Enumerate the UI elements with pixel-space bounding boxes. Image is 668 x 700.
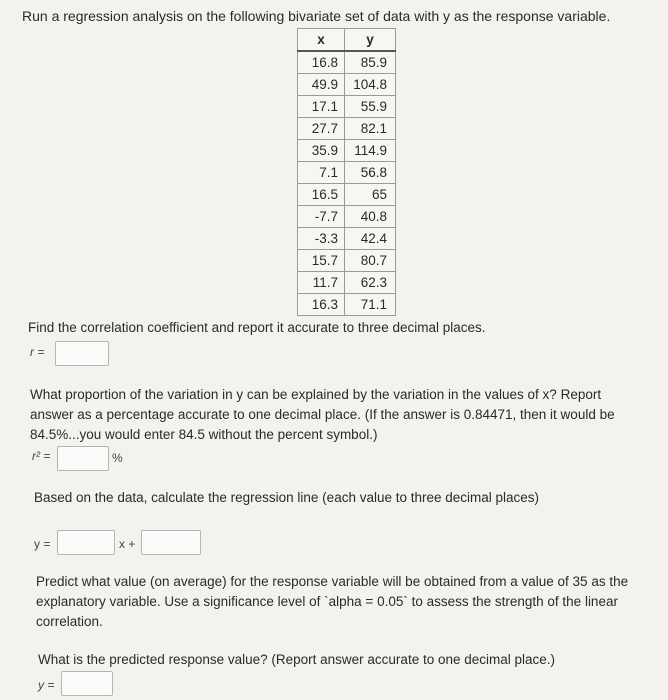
percent-suffix: %: [112, 451, 123, 465]
cell-x: 27.7: [298, 118, 345, 140]
cell-y: 71.1: [345, 294, 396, 316]
r-squared-label: r² =: [32, 449, 51, 463]
table-row: [298, 96, 396, 118]
q4-line2: explanatory variable. Use a significance level of `alpha = 0.05` to assess the strength of the linear: [36, 594, 618, 609]
cell-x: -7.7: [298, 206, 345, 228]
cell-x: 15.7: [298, 250, 345, 272]
q3-text: Based on the data, calculate the regression line (each value to three decimal places): [34, 490, 540, 505]
table-row: [298, 51, 396, 74]
cell-x: 11.7: [298, 272, 345, 294]
cell-y: 40.8: [345, 206, 396, 228]
intro-text: Run a regression analysis on the following bivariate set of data with y as the response variable.: [22, 8, 611, 24]
q4-line3: correlation.: [36, 614, 103, 629]
x-plus-label: x +: [119, 537, 136, 551]
r-label: r =: [30, 345, 45, 359]
q1-text: Find the correlation coefficient and report it accurate to three decimal places.: [28, 320, 486, 335]
cell-y: 62.3: [345, 272, 396, 294]
data-table: [297, 28, 396, 316]
table-row: [298, 228, 396, 250]
table-row: [298, 140, 396, 162]
cell-x: 7.1: [298, 162, 345, 184]
cell-y: 80.7: [345, 250, 396, 272]
table-row: [298, 118, 396, 140]
q4-line1: Predict what value (on average) for the response variable will be obtained from a value of 35 as the: [36, 574, 629, 589]
header-y: y: [345, 29, 396, 52]
table-row: [298, 294, 396, 316]
cell-y: 82.1: [345, 118, 396, 140]
cell-y: 114.9: [345, 140, 396, 162]
q2-line3: 84.5%...you would enter 84.5 without the percent symbol.): [30, 427, 378, 442]
cell-x: 17.1: [298, 96, 345, 118]
predicted-input[interactable]: [61, 671, 113, 696]
q2-line1: What proportion of the variation in y can be explained by the variation in the values of x? Report: [30, 387, 602, 402]
cell-x: 16.5: [298, 184, 345, 206]
slope-input[interactable]: [57, 530, 115, 555]
r-input[interactable]: [55, 341, 109, 366]
cell-y: 56.8: [345, 162, 396, 184]
table-row: [298, 162, 396, 184]
header-x: x: [298, 29, 345, 52]
cell-y: 104.8: [345, 74, 396, 96]
cell-x: 35.9: [298, 140, 345, 162]
intercept-input[interactable]: [141, 530, 201, 555]
cell-x: 16.8: [298, 51, 345, 74]
r-squared-input[interactable]: [57, 446, 109, 471]
table-row: [298, 184, 396, 206]
cell-y: 65: [345, 184, 396, 206]
cell-y: 85.9: [345, 51, 396, 74]
table-row: [298, 206, 396, 228]
q2-line2: answer as a percentage accurate to one decimal place. (If the answer is 0.84471, then it would be: [30, 407, 615, 422]
table-row: [298, 250, 396, 272]
table-row: [298, 74, 396, 96]
predicted-y-label: y =: [38, 678, 55, 692]
cell-y: 42.4: [345, 228, 396, 250]
cell-x: 49.9: [298, 74, 345, 96]
cell-x: 16.3: [298, 294, 345, 316]
table-row: [298, 272, 396, 294]
q5-text: What is the predicted response value? (Report answer accurate to one decimal place.): [38, 652, 556, 667]
regression-y-label: y =: [34, 537, 51, 551]
cell-y: 55.9: [345, 96, 396, 118]
cell-x: -3.3: [298, 228, 345, 250]
